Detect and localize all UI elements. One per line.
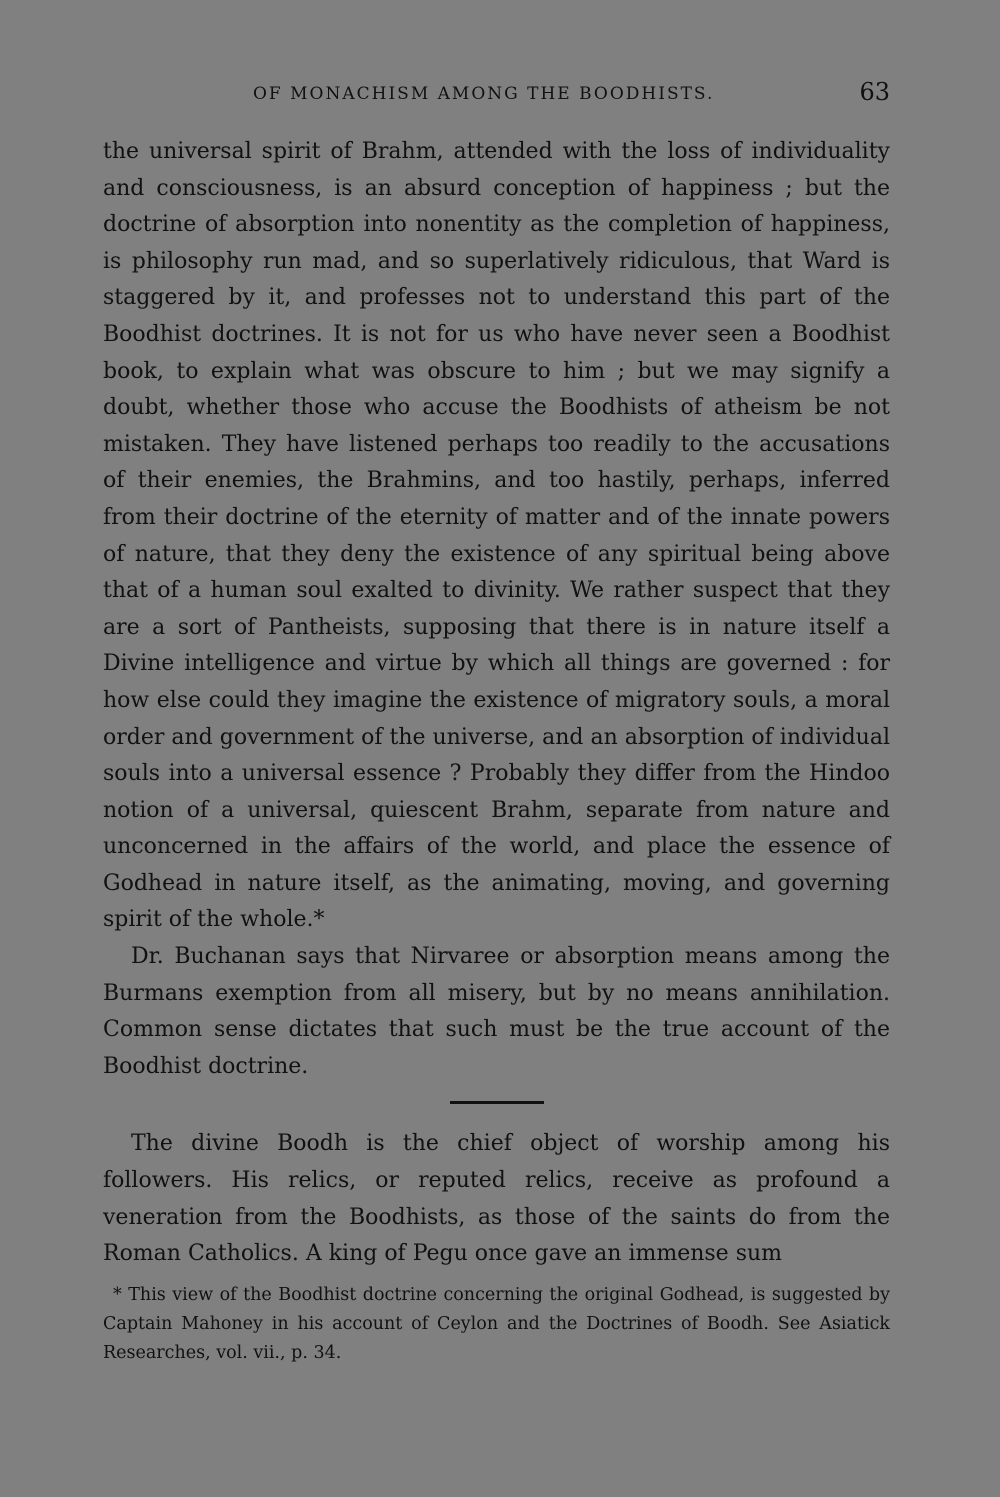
body-text: [103, 134, 890, 1273]
running-head: [103, 78, 890, 112]
running-title: OF MONACHISM AMONG THE BOODHISTS.: [253, 84, 715, 104]
paragraph-buchanan: Dr. Buchanan says that Nirvaree or absorption means among the Burmans exemption from all misery, but by no means annihilation. Common sense dictates that such must be the true account of the Boodhist doctrine.: [103, 944, 890, 1079]
page-number: 63: [859, 78, 890, 106]
paragraph-continued: the universal spirit of Brahm, attended with the loss of individuality and consciousness, is an absurd conception of happiness ; but the doctrine of absorption into nonentity as the completion of happiness, is philosophy run mad, and so superlatively ridiculous, that Ward is staggered by it, and professes not to understand this part of the Boodhist doctrines. It is not for us who have never seen a Boodhist book, to explain what was obscure to him ; but we may signify a doubt, whether those who accuse the Boodhists of atheism be not mistaken. They have listened perhaps too readily to the accusations of their enemies, the Brahmins, and too hastily, perhaps, inferred from their doctrine of the eternity of matter and of the innate powers of nature, that they deny the existence of any spiritual being above that of a human soul exalted to divinity. We rather suspect that they are a sort of Pantheists, supposing that there is in nature itself a Divine intelligence and virtue by which all things are governed : for how else could they imagine the existence of migratory souls, a moral order and government of the universe, and an absorption of individual souls into a universal essence ? Probably they differ from the Hindoo notion of a universal, quiescent Brahm, separate from nature and unconcerned in the affairs of the world, and place the essence of Godhead in nature itself, as the animating, moving, and governing spirit of the whole.*: [103, 139, 890, 933]
paragraph-divine-boodh: The divine Boodh is the chief object of worship among his followers. His relics, or reputed relics, receive as profound a veneration from the Boodhists, as those of the saints do from the Roman Catholics. A king of Pegu once gave an immense sum: [103, 1131, 890, 1267]
footnote-text: * This view of the Boodhist doctrine concerning the original Godhead, is suggested by Captain Mahoney in his account of Ceylon and the Doctrines of Boodh. See Asiatick Researches, vol. vii., p. 34.: [103, 1284, 890, 1363]
footnote: [103, 1281, 890, 1368]
book-page: [103, 78, 890, 1478]
section-divider: [450, 1101, 544, 1104]
